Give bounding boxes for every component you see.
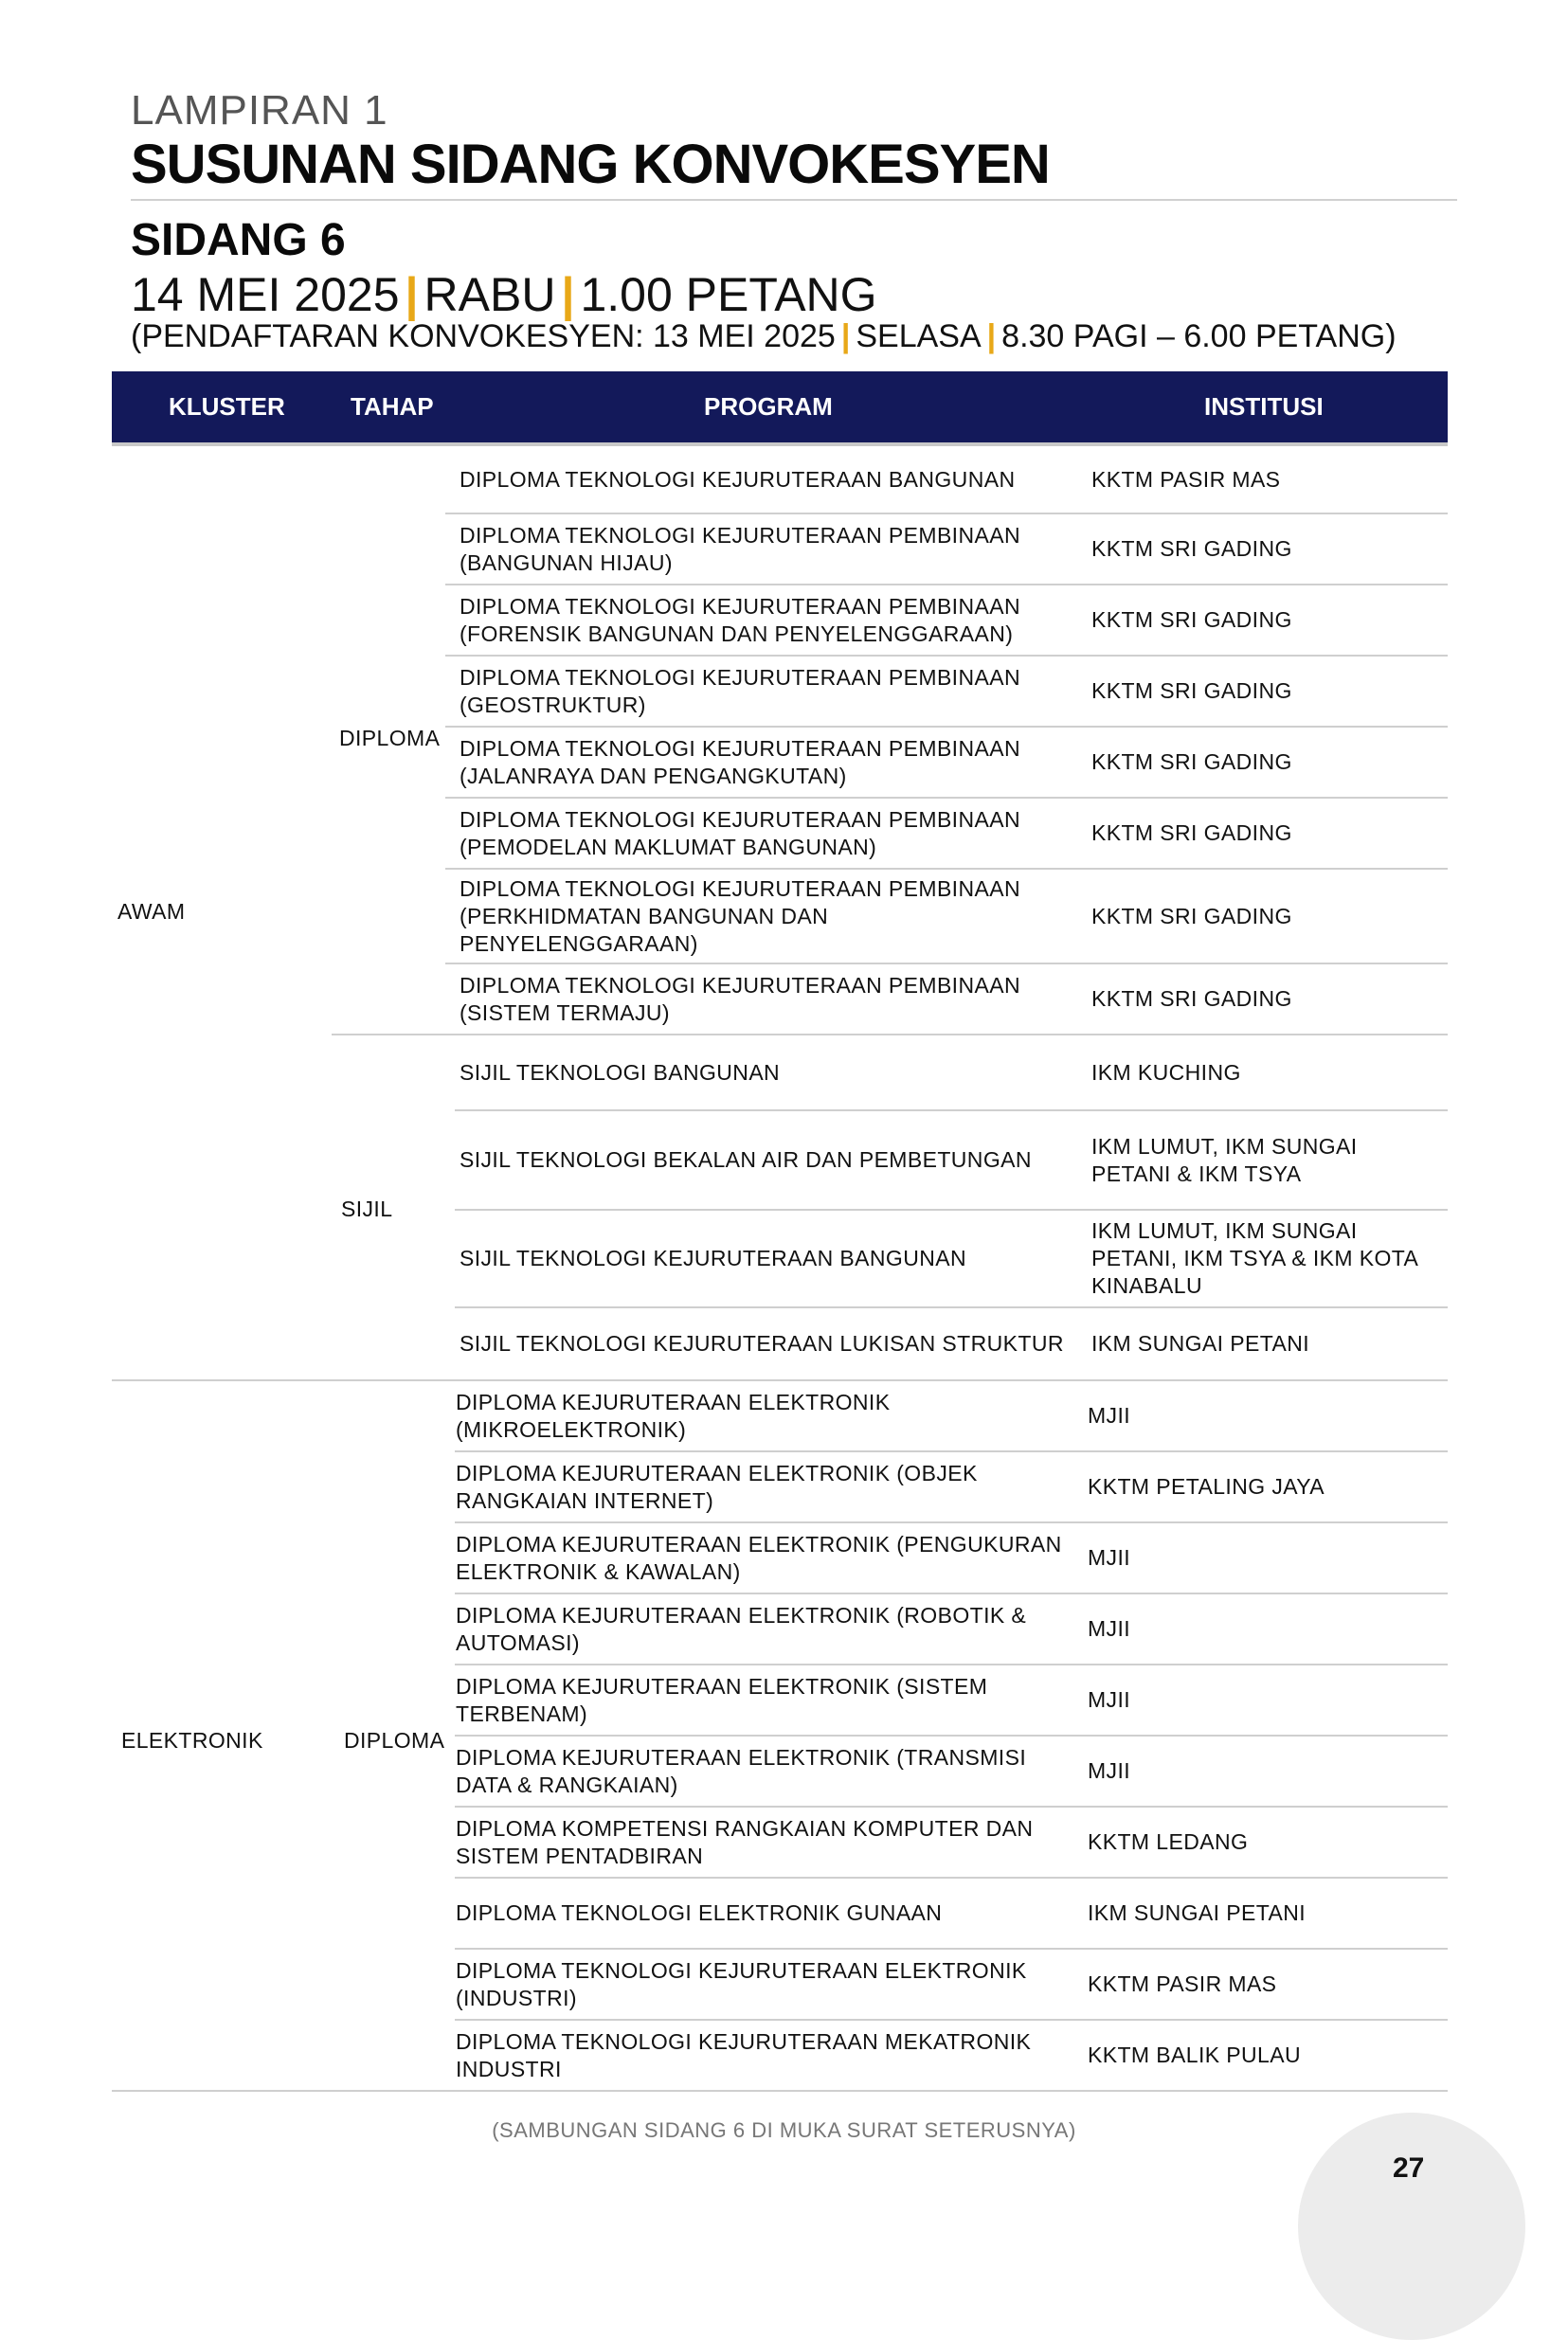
separator: |: [840, 318, 851, 354]
row-divider: [112, 2090, 1448, 2092]
program-cell: DIPLOMA TEKNOLOGI KEJURUTERAAN PEMBINAAN (SISTEM TERMAJU): [460, 972, 1020, 1025]
program-cell: DIPLOMA TEKNOLOGI KEJURUTERAAN BANGUNAN: [460, 466, 1016, 492]
registration-line: [131, 318, 1397, 355]
institusi-cell: KKTM SRI GADING: [1091, 986, 1292, 1011]
institusi-cell: KKTM SRI GADING: [1091, 820, 1292, 845]
institusi-cell: IKM SUNGAI PETANI: [1088, 1900, 1307, 1925]
program-cell: DIPLOMA TEKNOLOGI KEJURUTERAAN PEMBINAAN (PERKHIDMATAN BANGUNAN DAN PENYELENGGARAAN): [460, 875, 1020, 956]
separator: |: [986, 318, 997, 354]
col-tahap: TAHAP: [351, 392, 434, 421]
institusi-cell: KKTM SRI GADING: [1091, 536, 1292, 561]
program-cell: DIPLOMA KEJURUTERAAN ELEKTRONIK (SISTEM TERBENAM): [456, 1673, 988, 1726]
program-cell: DIPLOMA KEJURUTERAAN ELEKTRONIK (PENGUKURAN ELEKTRONIK & KAWALAN): [456, 1531, 1062, 1584]
program-cell: DIPLOMA TEKNOLOGI ELEKTRONIK GUNAAN: [456, 1900, 943, 1925]
table-header: [112, 371, 1448, 442]
institusi-cell: KKTM SRI GADING: [1091, 903, 1292, 928]
separator: |: [405, 268, 419, 321]
program-cell: DIPLOMA KOMPETENSI RANGKAIAN KOMPUTER DAN SISTEM PENTADBIRAN: [456, 1815, 1034, 1868]
institusi-cell: KKTM PASIR MAS: [1091, 466, 1281, 492]
program-cell: SIJIL TEKNOLOGI KEJURUTERAAN BANGUNAN: [460, 1246, 966, 1270]
program-cell: SIJIL TEKNOLOGI KEJURUTERAAN LUKISAN STRUKTUR: [460, 1331, 1064, 1356]
institusi-cell: IKM SUNGAI PETANI: [1091, 1331, 1310, 1356]
institusi-cell: MJII: [1088, 1687, 1131, 1712]
program-cell: DIPLOMA TEKNOLOGI KEJURUTERAAN MEKATRONIK INDUSTRI: [456, 2028, 1032, 2081]
registration-day: SELASA: [856, 318, 982, 354]
col-program: PROGRAM: [704, 392, 833, 421]
institusi-cell: MJII: [1088, 1403, 1131, 1428]
registration-time: 8.30 PAGI – 6.00 PETANG): [1001, 318, 1397, 354]
separator: |: [561, 268, 575, 321]
institusi-cell: IKM LUMUT, IKM SUNGAI PETANI, IKM TSYA & IKM KOTA KINABALU: [1091, 1218, 1417, 1298]
institusi-cell: KKTM BALIK PULAU: [1088, 2043, 1301, 2067]
page-title: SUSUNAN SIDANG KONVOKESYEN: [131, 134, 1050, 195]
institusi-cell: MJII: [1088, 1545, 1131, 1570]
sidang-heading: SIDANG 6: [131, 215, 346, 265]
program-cell: DIPLOMA KEJURUTERAAN ELEKTRONIK (OBJEK RANGKAIAN INTERNET): [456, 1460, 978, 1513]
col-institusi: INSTITUSI: [1204, 392, 1324, 421]
ceremony-time: 1.00 PETANG: [580, 268, 877, 321]
program-cell: DIPLOMA TEKNOLOGI KEJURUTERAAN PEMBINAAN (FORENSIK BANGUNAN DAN PENYELENGGARAAN): [460, 593, 1020, 646]
col-kluster: KLUSTER: [169, 392, 285, 421]
program-cell: DIPLOMA TEKNOLOGI KEJURUTERAAN PEMBINAAN (GEOSTRUKTUR): [460, 664, 1020, 717]
title-divider: [131, 199, 1457, 201]
institusi-cell: KKTM SRI GADING: [1091, 749, 1292, 774]
continuation-note: (SAMBUNGAN SIDANG 6 DI MUKA SURAT SETERUSNYA): [492, 2118, 1076, 2142]
institusi-cell: MJII: [1088, 1616, 1131, 1641]
program-cell: DIPLOMA TEKNOLOGI KEJURUTERAAN ELEKTRONIK (INDUSTRI): [456, 1957, 1027, 2010]
program-cell: DIPLOMA KEJURUTERAAN ELEKTRONIK (ROBOTIK & AUTOMASI): [456, 1602, 1027, 1655]
kluster-cell: ELEKTRONIK: [121, 1728, 263, 1753]
institusi-cell: IKM KUCHING: [1091, 1059, 1241, 1085]
institusi-cell: KKTM PETALING JAYA: [1088, 1474, 1325, 1499]
institusi-cell: KKTM SRI GADING: [1091, 678, 1292, 703]
institusi-cell: KKTM LEDANG: [1088, 1829, 1249, 1854]
lampiran-label: LAMPIRAN 1: [131, 87, 388, 134]
program-cell: DIPLOMA TEKNOLOGI KEJURUTERAAN PEMBINAAN (PEMODELAN MAKLUMAT BANGUNAN): [460, 806, 1020, 859]
program-cell: DIPLOMA TEKNOLOGI KEJURUTERAAN PEMBINAAN (BANGUNAN HIJAU): [460, 522, 1020, 575]
ceremony-day: RABU: [424, 268, 556, 321]
institusi-cell: KKTM PASIR MAS: [1088, 1971, 1277, 1996]
kluster-cell: AWAM: [117, 899, 186, 924]
tahap-cell: SIJIL: [341, 1197, 393, 1221]
registration-date: (PENDAFTARAN KONVOKESYEN: 13 MEI 2025: [131, 318, 836, 354]
program-cell: DIPLOMA KEJURUTERAAN ELEKTRONIK (TRANSMISI DATA & RANGKAIAN): [456, 1744, 1027, 1797]
tahap-cell: DIPLOMA: [344, 1728, 445, 1753]
program-cell: DIPLOMA TEKNOLOGI KEJURUTERAAN PEMBINAAN (JALANRAYA DAN PENGANGKUTAN): [460, 735, 1020, 788]
program-cell: SIJIL TEKNOLOGI BEKALAN AIR DAN PEMBETUNGAN: [460, 1147, 1032, 1172]
page-number: 27: [1393, 2152, 1425, 2184]
institusi-cell: MJII: [1088, 1758, 1131, 1783]
program-cell: SIJIL TEKNOLOGI BANGUNAN: [460, 1059, 781, 1085]
ceremony-date: 14 MEI 2025: [131, 268, 400, 321]
institusi-cell: IKM LUMUT, IKM SUNGAI PETANI & IKM TSYA: [1091, 1133, 1358, 1186]
institusi-cell: KKTM SRI GADING: [1091, 607, 1292, 632]
tahap-cell: DIPLOMA: [339, 726, 441, 750]
program-cell: DIPLOMA KEJURUTERAAN ELEKTRONIK (MIKROELEKTRONIK): [456, 1389, 891, 1442]
ceremony-date-line: [131, 267, 877, 322]
page-number-circle: [1298, 2113, 1525, 2340]
